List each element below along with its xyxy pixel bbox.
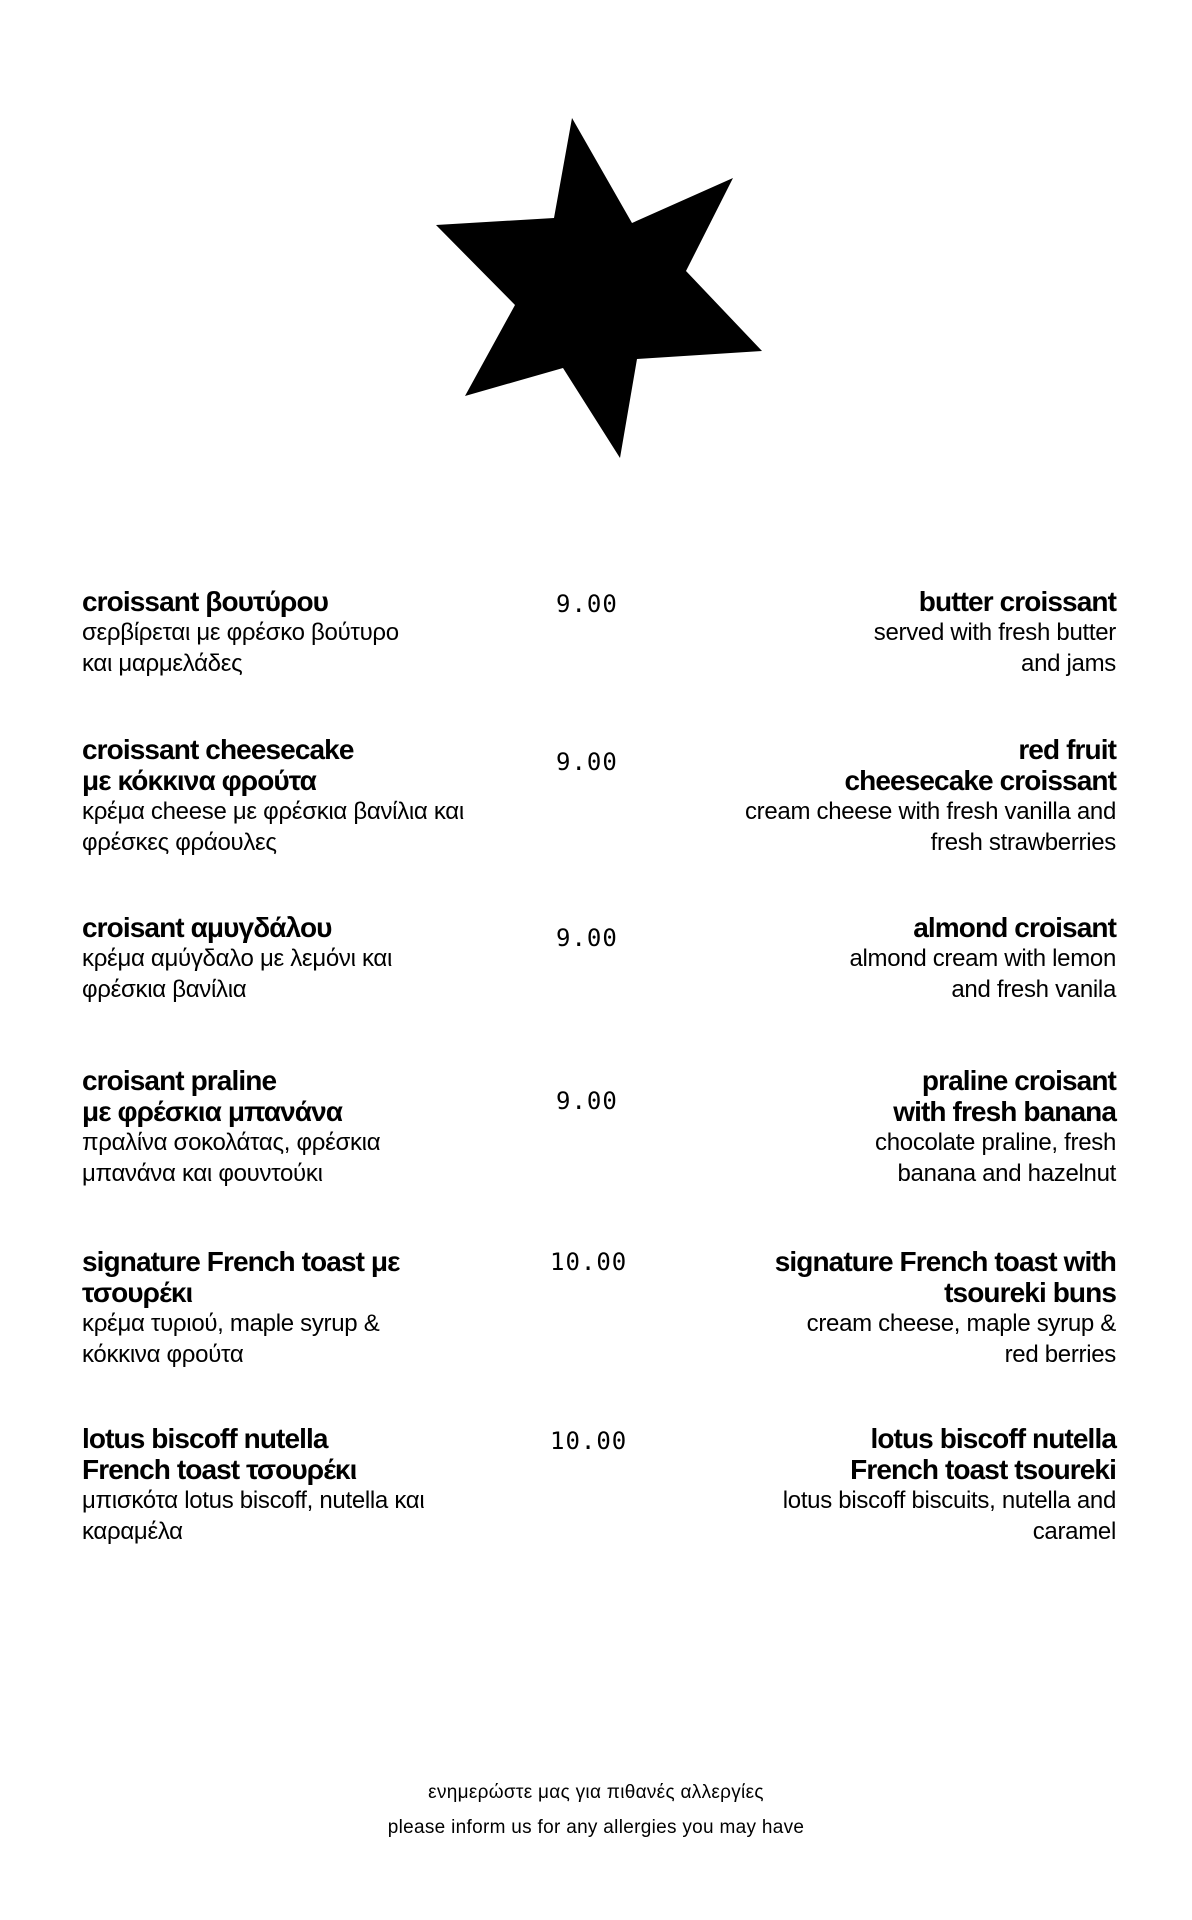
greek-column [82,1246,502,1370]
item-name-english: signature French toast with tsoureki buns [774,1246,1116,1308]
item-price: 9.00 [556,590,618,618]
english-column [656,734,1116,858]
item-name-greek: croisant praline με φρέσκια μπανάνα [82,1065,343,1127]
item-description-english: cream cheese, maple syrup & red berries [806,1310,1116,1368]
item-name-greek: croisant αμυγδάλου [82,912,332,943]
greek-column [82,734,502,858]
english-column [656,912,1116,1005]
item-price: 9.00 [556,748,618,776]
english-column [656,1423,1116,1547]
greek-column [82,912,502,1005]
english-column [656,1065,1116,1189]
item-description-english: served with fresh butter and jams [873,619,1116,677]
item-description-greek: σερβίρεται με φρέσκο βούτυρο και μαρμελάδες [82,619,399,677]
item-description-greek: πραλίνα σοκολάτας, φρέσκια μπανάνα και φουντούκι [82,1129,381,1187]
item-description-english: almond cream with lemon and fresh vanila [849,945,1116,1003]
item-description-greek: κρέμα τυριού, maple syrup & κόκκινα φρούτα [82,1310,380,1368]
item-description-english: chocolate praline, fresh banana and hazelnut [875,1129,1116,1187]
item-description-english: cream cheese with fresh vanilla and fresh strawberries [744,798,1116,856]
item-description-english: lotus biscoff biscuits, nutella and caramel [782,1487,1116,1545]
item-price: 10.00 [550,1427,628,1455]
item-name-english: lotus biscoff nutella French toast tsoureki [850,1423,1116,1485]
greek-column [82,1065,502,1189]
english-column [656,1246,1116,1370]
english-column [656,586,1116,679]
item-name-english: almond croisant [913,912,1116,943]
item-description-greek: μπισκότα lotus biscoff, nutella και καραμέλα [82,1487,425,1545]
item-name-english: praline croisant with fresh banana [893,1065,1116,1127]
greek-column [82,1423,502,1547]
allergy-note-greek: ενημερώστε μας για πιθανές αλλεργίες [428,1782,764,1803]
item-description-greek: κρέμα cheese με φρέσκια βανίλια και φρέσκες φράουλες [82,798,464,856]
item-name-greek: croissant βουτύρου [82,586,329,617]
item-name-greek: croissant cheesecake με κόκκινα φρούτα [82,734,354,796]
item-price: 9.00 [556,924,618,952]
item-name-english: red fruit cheesecake croissant [844,734,1116,796]
item-name-greek: signature French toast με τσουρέκι [82,1246,400,1308]
allergy-note-english: please inform us for any allergies you may have [387,1817,805,1838]
item-price: 9.00 [556,1087,618,1115]
greek-column [82,586,502,679]
item-description-greek: κρέμα αμύγδαλο με λεμόνι και φρέσκια βανίλια [82,945,393,1003]
item-name-english: butter croissant [918,586,1116,617]
item-name-greek: lotus biscoff nutella French toast τσουρέκι [82,1423,357,1485]
item-price: 10.00 [550,1248,628,1276]
